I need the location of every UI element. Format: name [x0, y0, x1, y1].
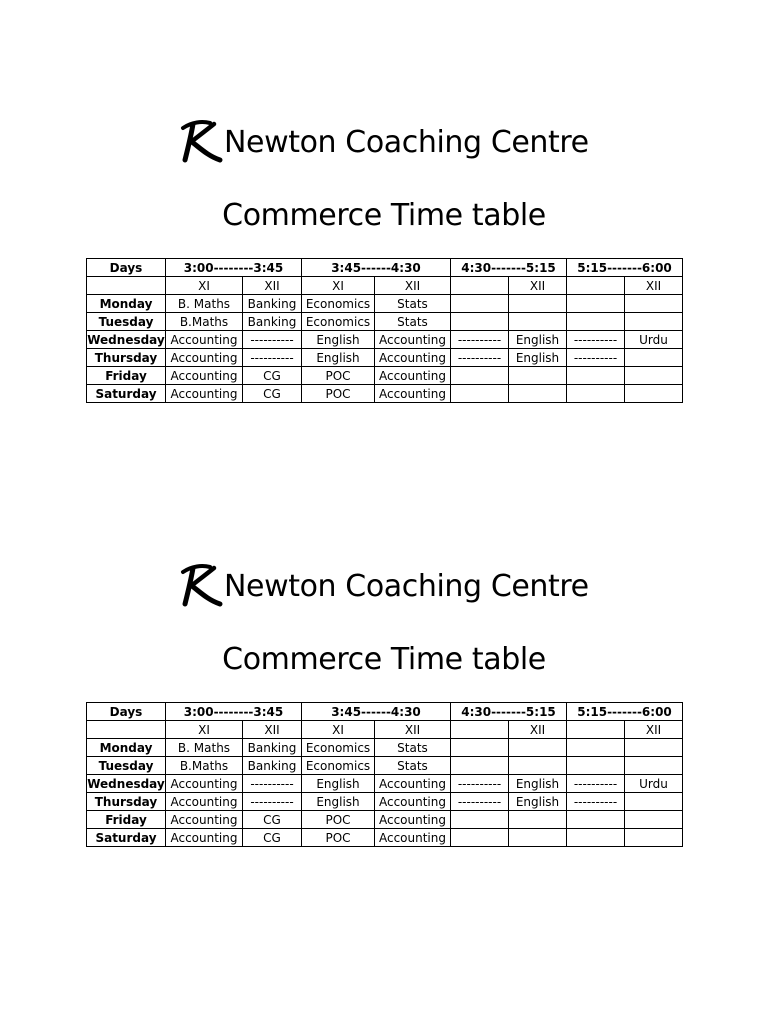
table-cell: Accounting	[375, 331, 451, 349]
day-cell: Wednesday	[87, 776, 165, 791]
grade-cell: XII	[509, 721, 567, 739]
table-cell	[509, 295, 567, 313]
table-cell: Urdu	[625, 331, 683, 349]
table-cell	[451, 829, 509, 847]
table-row	[87, 829, 683, 847]
brand-name: Newton Coaching Centre	[224, 569, 589, 604]
table-cell	[509, 739, 567, 757]
k-logo-icon	[180, 118, 224, 164]
day-cell: Monday	[87, 739, 166, 757]
table-cell: Accounting	[166, 385, 243, 403]
table-cell	[567, 811, 625, 829]
table-cell	[451, 739, 509, 757]
table-cell: Economics	[302, 739, 375, 757]
table-header-row	[87, 703, 683, 721]
table-cell	[625, 793, 683, 811]
table-cell: B. Maths	[166, 295, 243, 313]
table-cell: Urdu	[625, 775, 683, 793]
table-row	[87, 295, 683, 313]
table-cell: B.Maths	[166, 757, 243, 775]
table-cell	[509, 829, 567, 847]
table-cell: English	[302, 331, 375, 349]
table-cell: Accounting	[375, 385, 451, 403]
table-row	[87, 757, 683, 775]
table-cell: Accounting	[166, 829, 243, 847]
table-cell	[567, 385, 625, 403]
grade-cell: XII	[375, 721, 451, 739]
grade-cell: XII	[625, 277, 683, 295]
table-cell: Accounting	[375, 349, 451, 367]
slot-header: 4:30-------5:15	[451, 259, 567, 277]
day-cell: Friday	[87, 811, 166, 829]
table-cell: English	[509, 793, 567, 811]
table-cell	[567, 313, 625, 331]
table-cell	[451, 295, 509, 313]
table-cell	[567, 295, 625, 313]
slot-header: 3:45------4:30	[302, 259, 451, 277]
day-cell: Saturday	[87, 385, 166, 403]
table-cell: POC	[302, 811, 375, 829]
table-cell: Accounting	[375, 793, 451, 811]
slot-header: 5:15-------6:00	[567, 259, 683, 277]
table-cell: ----------	[567, 775, 625, 793]
table-cell: Economics	[302, 757, 375, 775]
table-cell: B. Maths	[166, 739, 243, 757]
table-cell	[625, 349, 683, 367]
table-cell: Accounting	[375, 367, 451, 385]
table-cell	[451, 385, 509, 403]
table-cell: Stats	[375, 295, 451, 313]
table-cell	[625, 385, 683, 403]
table-cell: English	[302, 775, 375, 793]
table-cell: ----------	[243, 331, 302, 349]
grade-cell	[451, 277, 509, 295]
table-cell: Stats	[375, 757, 451, 775]
day-cell: Saturday	[87, 829, 166, 847]
table-cell	[509, 367, 567, 385]
table-cell	[625, 757, 683, 775]
page-title: Commerce Time table	[222, 198, 546, 233]
grade-cell: XII	[375, 277, 451, 295]
grade-cell: XI	[166, 721, 243, 739]
day-cell: Thursday	[87, 793, 166, 811]
k-logo-icon	[180, 562, 224, 608]
table-cell: Banking	[243, 313, 302, 331]
table-cell: Accounting	[166, 793, 243, 811]
slot-header: 3:00--------3:45	[166, 259, 302, 277]
brand-header	[180, 110, 589, 160]
table-cell	[451, 757, 509, 775]
table-cell: Stats	[375, 739, 451, 757]
table-cell: Banking	[243, 757, 302, 775]
grade-cell: XII	[243, 721, 302, 739]
table-cell: Accounting	[375, 811, 451, 829]
table-cell: CG	[243, 385, 302, 403]
grade-cell	[567, 721, 625, 739]
table-cell: POC	[302, 829, 375, 847]
page-title: Commerce Time table	[222, 642, 546, 677]
table-cell	[567, 367, 625, 385]
table-cell: ----------	[567, 349, 625, 367]
table-cell: English	[302, 349, 375, 367]
table-cell	[451, 811, 509, 829]
table-row	[87, 367, 683, 385]
day-cell: Monday	[87, 295, 166, 313]
table-cell: ----------	[243, 793, 302, 811]
table-row	[87, 313, 683, 331]
table-cell	[625, 295, 683, 313]
timetable	[86, 702, 683, 847]
table-cell: CG	[243, 811, 302, 829]
slot-header: 4:30-------5:15	[451, 703, 567, 721]
slot-header: 5:15-------6:00	[567, 703, 683, 721]
table-cell	[625, 739, 683, 757]
grade-cell: XI	[302, 277, 375, 295]
table-cell: English	[509, 331, 567, 349]
table-cell	[625, 829, 683, 847]
grade-cell	[567, 277, 625, 295]
grade-cell	[87, 277, 166, 295]
table-header-row	[87, 259, 683, 277]
table-row	[87, 739, 683, 757]
table-cell: Accounting	[375, 829, 451, 847]
table-cell	[451, 367, 509, 385]
table-cell: Economics	[302, 295, 375, 313]
table-row	[87, 385, 683, 403]
table-cell: Accounting	[166, 331, 243, 349]
table-cell	[567, 829, 625, 847]
table-cell	[567, 757, 625, 775]
table-cell: CG	[243, 829, 302, 847]
table-cell: ----------	[567, 793, 625, 811]
table-cell: Accounting	[375, 775, 451, 793]
table-cell	[509, 757, 567, 775]
table-cell: ----------	[451, 349, 509, 367]
table-cell: ----------	[451, 331, 509, 349]
table-cell: English	[302, 793, 375, 811]
brand-header	[180, 554, 589, 604]
days-header: Days	[87, 703, 166, 721]
table-cell	[451, 313, 509, 331]
table-cell: Stats	[375, 313, 451, 331]
table-cell: POC	[302, 385, 375, 403]
table-cell: Accounting	[166, 811, 243, 829]
table-row	[87, 793, 683, 811]
grade-cell: XII	[243, 277, 302, 295]
table-cell: Accounting	[166, 367, 243, 385]
table-cell: Accounting	[166, 349, 243, 367]
table-cell	[567, 739, 625, 757]
table-cell: ----------	[451, 775, 509, 793]
day-cell: Tuesday	[87, 757, 166, 775]
table-cell: ----------	[243, 349, 302, 367]
day-cell: Friday	[87, 367, 166, 385]
brand-name: Newton Coaching Centre	[224, 125, 589, 160]
table-cell: Banking	[243, 739, 302, 757]
table-cell	[625, 811, 683, 829]
days-header: Days	[87, 259, 166, 277]
table-row	[87, 775, 683, 793]
table-cell: CG	[243, 367, 302, 385]
day-cell: Wednesday	[87, 332, 165, 347]
grade-cell: XII	[625, 721, 683, 739]
table-cell	[509, 811, 567, 829]
table-cell: ----------	[451, 793, 509, 811]
slot-header: 3:00--------3:45	[166, 703, 302, 721]
grade-cell: XII	[509, 277, 567, 295]
grade-cell: XI	[166, 277, 243, 295]
table-row	[87, 331, 683, 349]
table-cell	[509, 385, 567, 403]
timetable	[86, 258, 683, 403]
table-cell: Economics	[302, 313, 375, 331]
table-cell: Accounting	[166, 775, 243, 793]
slot-header: 3:45------4:30	[302, 703, 451, 721]
table-cell	[509, 313, 567, 331]
table-cell: Banking	[243, 295, 302, 313]
table-cell	[625, 367, 683, 385]
day-cell: Thursday	[87, 349, 166, 367]
grade-cell	[87, 721, 166, 739]
grade-cell: XI	[302, 721, 375, 739]
grade-row	[87, 277, 683, 295]
table-cell: B.Maths	[166, 313, 243, 331]
table-row	[87, 811, 683, 829]
grade-cell	[451, 721, 509, 739]
table-cell	[625, 313, 683, 331]
table-cell: ----------	[567, 331, 625, 349]
table-cell: POC	[302, 367, 375, 385]
table-cell: English	[509, 349, 567, 367]
day-cell: Tuesday	[87, 313, 166, 331]
table-cell: English	[509, 775, 567, 793]
table-row	[87, 349, 683, 367]
grade-row	[87, 721, 683, 739]
table-cell: ----------	[243, 775, 302, 793]
